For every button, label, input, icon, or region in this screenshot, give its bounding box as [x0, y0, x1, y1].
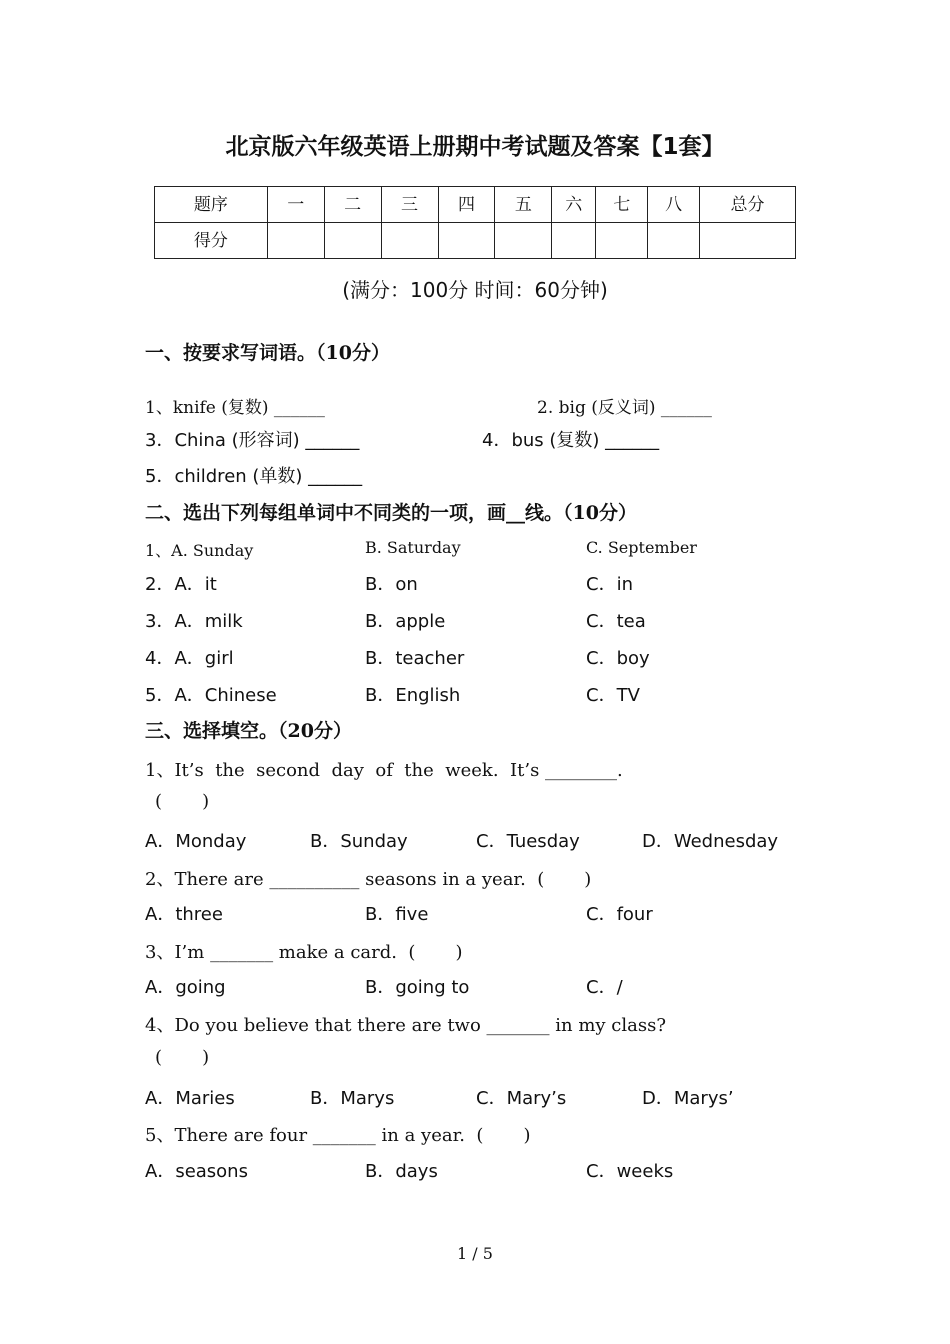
s3-q5-option-a: A．seasons	[145, 1161, 248, 1182]
s2-q4-option-b: B．teacher	[365, 648, 465, 669]
s3-q4-option-b: B．Marys	[310, 1088, 395, 1109]
s3-q3-option-a: A．going	[145, 977, 226, 998]
s2-q1-option-b: B. Saturday	[365, 538, 461, 557]
s3-question-2: 2、There are __________ seasons in a year. ( )	[145, 869, 592, 890]
score-cell[interactable]	[552, 223, 596, 259]
header-cell: 七	[596, 187, 648, 223]
header-cell: 二	[324, 187, 381, 223]
s2-q1-option-a: 1、A. Sunday	[145, 541, 254, 560]
score-cell[interactable]	[381, 223, 438, 259]
s3-q2-option-c: C．four	[586, 904, 653, 925]
s1-question-3: 3．China (形容词) ______	[145, 430, 360, 451]
header-cell: 三	[381, 187, 438, 223]
page-title: 北京版六年级英语上册期中考试题及答案【1套】	[225, 134, 725, 160]
s3-q3-option-c: C．/	[586, 977, 623, 998]
s2-q5-option-a: 5．A．Chinese	[145, 685, 277, 706]
s2-q4-option-c: C．boy	[586, 648, 650, 669]
header-cell: 五	[495, 187, 552, 223]
s3-q4-option-d: D．Marys’	[642, 1088, 734, 1109]
score-cell[interactable]	[438, 223, 495, 259]
s2-q3-option-a: 3．A．milk	[145, 611, 243, 632]
s1-question-4: 4．bus (复数) ______	[482, 430, 660, 451]
header-cell: 六	[552, 187, 596, 223]
header-cell: 一	[267, 187, 324, 223]
score-cell[interactable]	[267, 223, 324, 259]
s2-q2-option-a: 2．A．it	[145, 574, 217, 595]
s2-q5-option-b: B．English	[365, 685, 461, 706]
s2-q5-option-c: C．TV	[586, 685, 640, 706]
header-cell: 八	[648, 187, 700, 223]
section2-heading: 二、选出下列每组单词中不同类的一项，画__线。（10分）	[145, 502, 637, 524]
header-cell: 总分	[700, 187, 796, 223]
s2-q4-option-a: 4．A．girl	[145, 648, 234, 669]
s3-q1-option-b: B．Sunday	[310, 831, 408, 852]
s3-q1-option-c: C．Tuesday	[476, 831, 580, 852]
score-table	[154, 186, 796, 259]
s3-q4-option-c: C．Mary’s	[476, 1088, 567, 1109]
s3-q5-option-c: C．weeks	[586, 1161, 674, 1182]
s2-q2-option-b: B．on	[365, 574, 418, 595]
s3-question-1: 1、It’s the second day of the week. It’s ________.	[145, 760, 623, 781]
s3-question-4: 4、Do you believe that there are two _______ in my class?	[145, 1015, 666, 1036]
s1-question-5: 5．children (单数) ______	[145, 466, 363, 487]
s3-question-1-answer: ( )	[155, 791, 210, 812]
s3-q1-option-a: A．Monday	[145, 831, 247, 852]
row-label: 得分	[155, 223, 268, 259]
page-number: 1 / 5	[457, 1244, 493, 1263]
s2-q3-option-b: B．apple	[365, 611, 446, 632]
s2-q2-option-c: C．in	[586, 574, 633, 595]
section1-heading: 一、按要求写词语。（10分）	[145, 342, 390, 364]
exam-info: (满分：100分 时间：60分钟)	[342, 278, 608, 302]
score-cell[interactable]	[648, 223, 700, 259]
score-cell[interactable]	[324, 223, 381, 259]
s3-q1-option-d: D．Wednesday	[642, 831, 779, 852]
s2-q3-option-c: C．tea	[586, 611, 646, 632]
s3-q3-option-b: B．going to	[365, 977, 470, 998]
header-cell: 题序	[155, 187, 268, 223]
score-table-header-row	[155, 187, 796, 223]
score-cell[interactable]	[495, 223, 552, 259]
s3-question-4-answer: ( )	[155, 1047, 210, 1068]
s3-question-3: 3、I’m _______ make a card. ( )	[145, 942, 463, 963]
score-cell[interactable]	[596, 223, 648, 259]
s1-question-2: 2. big (反义词) ______	[537, 398, 712, 418]
s1-question-1: 1、knife (复数) ______	[145, 398, 325, 418]
section3-heading: 三、选择填空。（20分）	[145, 720, 352, 742]
score-table-score-row	[155, 223, 796, 259]
s2-q1-option-c: C. September	[586, 538, 697, 557]
s3-q2-option-a: A．three	[145, 904, 223, 925]
s3-q5-option-b: B．days	[365, 1161, 438, 1182]
s3-question-5: 5、There are four _______ in a year. ( )	[145, 1125, 531, 1146]
s3-q2-option-b: B．five	[365, 904, 429, 925]
score-cell[interactable]	[700, 223, 796, 259]
header-cell: 四	[438, 187, 495, 223]
s3-q4-option-a: A．Maries	[145, 1088, 235, 1109]
